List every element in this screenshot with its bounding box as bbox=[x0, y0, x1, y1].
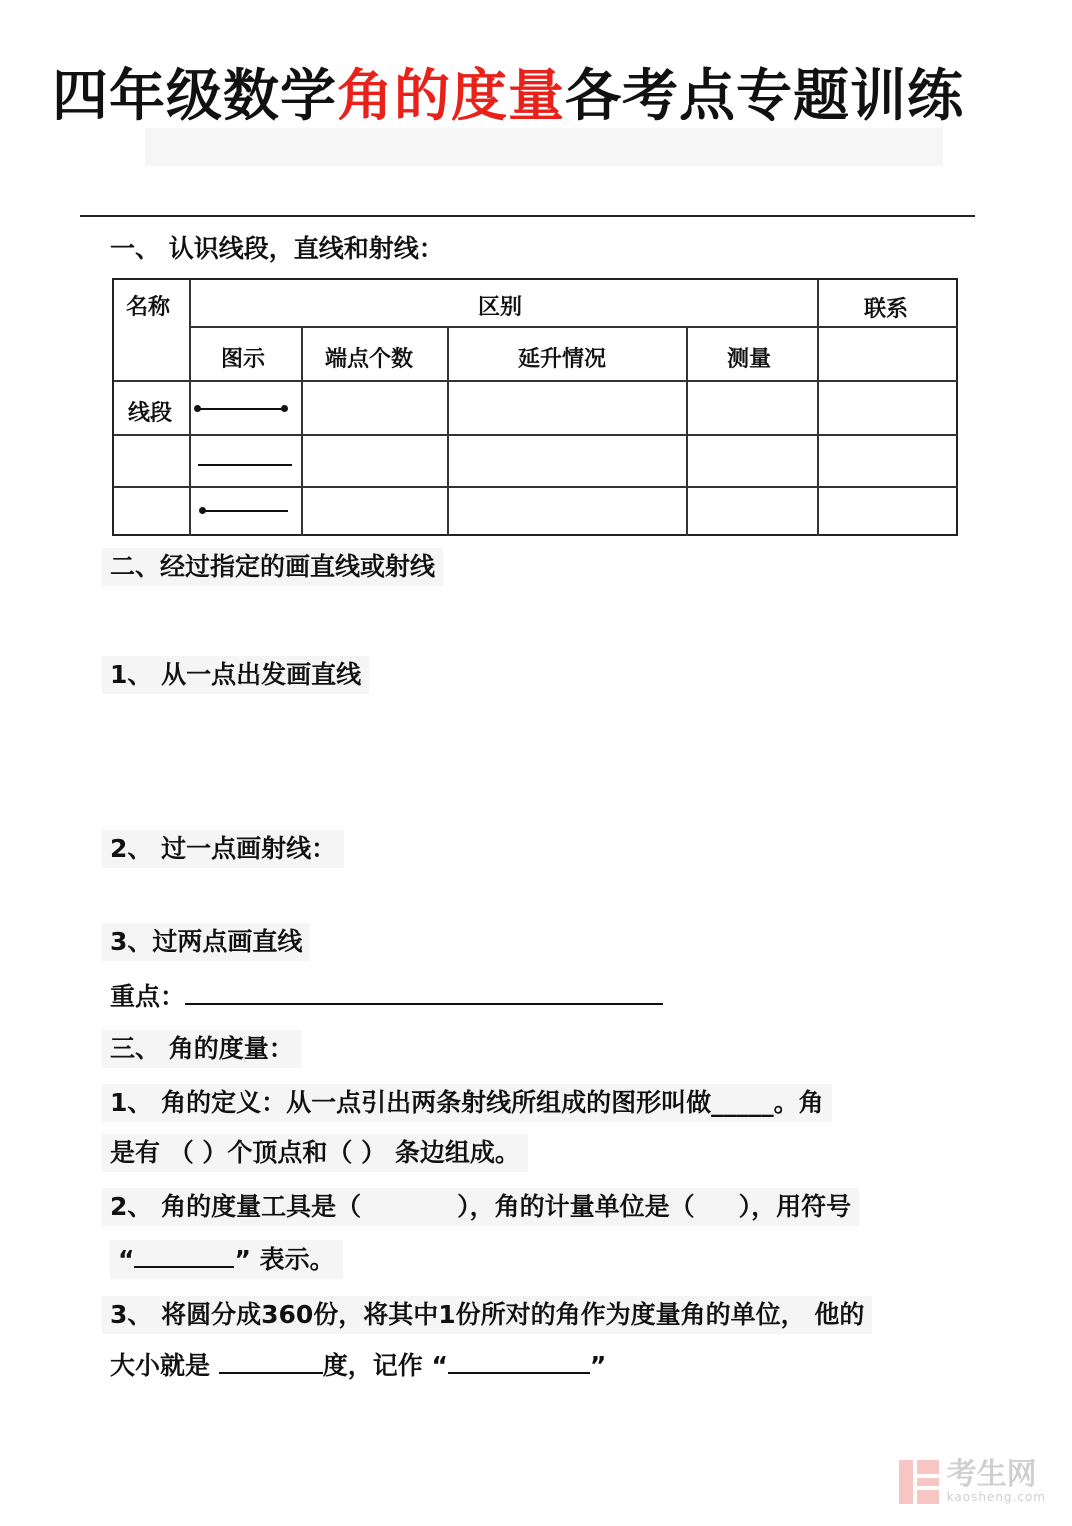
q1-line1: 1、 角的定义：从一点引出两条射线所组成的图形叫做_____。角 bbox=[102, 1084, 832, 1122]
subheader-extension: 延升情况 bbox=[518, 347, 607, 372]
key-point-label: 重点： bbox=[110, 982, 186, 1011]
watermark-sub: kaosheng.com bbox=[946, 1490, 1046, 1504]
title-part2: 各考点专题训练 bbox=[565, 64, 964, 129]
section2-heading: 二、经过指定的画直线或射线 bbox=[102, 548, 443, 586]
header-relation: 联系 bbox=[864, 297, 909, 322]
title-divider bbox=[80, 215, 975, 217]
q3-degree-blank[interactable] bbox=[219, 1348, 323, 1374]
kaosheng-logo-icon bbox=[899, 1460, 939, 1504]
q3-notation-blank[interactable] bbox=[448, 1348, 590, 1374]
title-highlight: 角的度量 bbox=[337, 64, 565, 129]
q2-line2: “ ” 表示。 bbox=[110, 1240, 343, 1279]
q2-line1: 2、 角的度量工具是（ ），角的计量单位是（ ），用符号 bbox=[102, 1188, 859, 1226]
q2-symbol-blank[interactable] bbox=[134, 1242, 234, 1268]
watermark-text: 考生网 bbox=[946, 1457, 1037, 1492]
header-difference: 区别 bbox=[478, 295, 523, 320]
section2-item3: 3、过两点画直线 bbox=[102, 923, 310, 961]
subheader-endpoints: 端点个数 bbox=[325, 347, 414, 372]
header-name: 名称 bbox=[126, 295, 171, 320]
subheader-diagram: 图示 bbox=[221, 347, 266, 372]
title-part1: 四年级数学 bbox=[52, 64, 337, 129]
key-point-blank[interactable] bbox=[185, 977, 663, 1005]
lines-comparison-table bbox=[112, 278, 958, 536]
section2-item1: 1、 从一点出发画直线 bbox=[102, 656, 369, 694]
q3-line1: 3、 将圆分成360份，将其中1份所对的角作为度量角的单位， 他的 bbox=[102, 1296, 872, 1334]
section2-item2: 2、 过一点画射线： bbox=[102, 830, 344, 868]
section3-heading: 三、 角的度量： bbox=[102, 1030, 302, 1068]
q3-line2: 大小就是 度，记作 “ ” bbox=[110, 1348, 606, 1383]
title-backdrop bbox=[145, 128, 943, 166]
watermark bbox=[899, 1457, 1046, 1504]
key-point-row bbox=[110, 977, 663, 1014]
page-title bbox=[52, 62, 964, 132]
row-name-segment: 线段 bbox=[128, 401, 173, 426]
q1-line2: 是有 （ ）个顶点和（ ） 条边组成。 bbox=[102, 1134, 528, 1172]
subheader-measure: 测量 bbox=[727, 347, 772, 372]
section1-heading: 一、 认识线段，直线和射线： bbox=[110, 234, 444, 263]
